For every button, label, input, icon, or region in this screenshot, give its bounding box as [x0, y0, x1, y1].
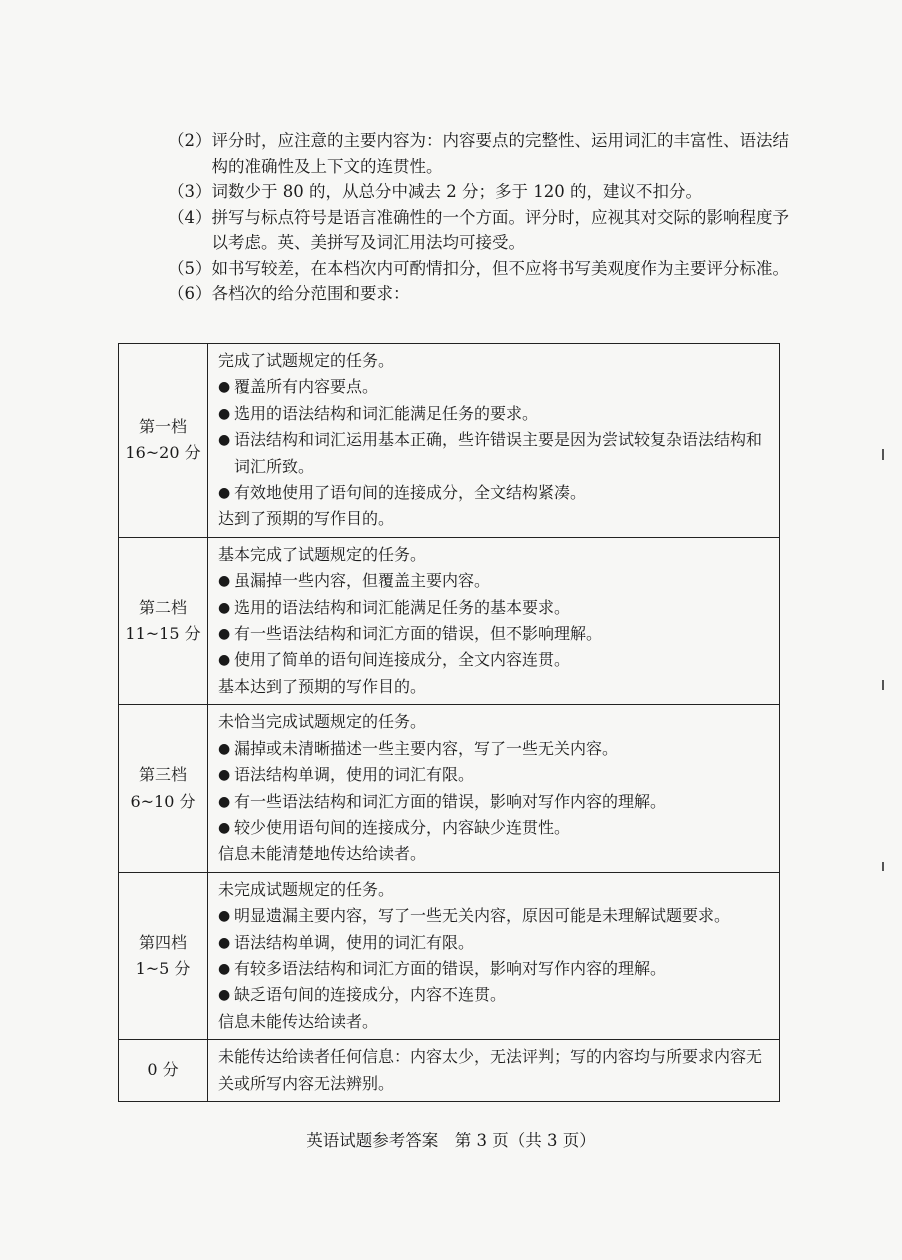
note-number: （6）	[168, 284, 212, 303]
bullet-item	[218, 374, 771, 400]
note-number: （3）	[168, 182, 212, 201]
note-number: （4）	[168, 207, 212, 227]
bullet-text: 较少使用语句间的连接成分，内容缺少连贯性。	[234, 817, 571, 837]
bullet-icon: ●	[218, 960, 231, 977]
bullet-item	[218, 982, 771, 1008]
level-intro: 完成了试题规定的任务。	[218, 351, 395, 370]
level-score: 11~15 分	[125, 624, 201, 644]
bullet-text: 虽漏掉一些内容，但覆盖主要内容。	[234, 571, 491, 591]
level-score: 1~5 分	[135, 958, 191, 978]
bullet-item	[218, 595, 771, 621]
level-row	[119, 537, 780, 704]
bullet-text: 语法结构和词汇运用基本正确，些许错误主要是因为尝试较复杂语法结构和词汇所致。	[234, 430, 763, 476]
bullet-icon: ●	[218, 908, 231, 925]
level-cell	[119, 705, 208, 872]
level-description	[208, 872, 780, 1039]
scoring-notes	[168, 128, 796, 307]
bullet-icon: ●	[218, 599, 231, 616]
bullet-text: 语法结构单调，使用的词汇有限。	[234, 765, 475, 785]
bullet-text: 缺乏语句间的连接成分，内容不连贯。	[234, 985, 507, 1005]
bullet-text: 有较多语法结构和词汇方面的错误，影响对写作内容的理解。	[234, 958, 667, 978]
bullet-icon: ●	[218, 626, 231, 643]
grading-table-body	[119, 344, 780, 1102]
level-cell	[119, 872, 208, 1039]
bullet-icon: ●	[218, 740, 231, 757]
level-name: 第二档	[138, 597, 187, 617]
bullet-item	[218, 956, 771, 982]
note-item	[168, 256, 796, 282]
bullet-item	[218, 930, 771, 956]
level-intro: 未完成试题规定的任务。	[218, 879, 395, 899]
bullet-icon: ●	[218, 652, 231, 669]
zero-description: 未能传达给读者任何信息：内容太少，无法评判；写的内容均与所要求内容无关或所写内容无法辨别。	[208, 1040, 780, 1102]
note-text: 各档次的给分范围和要求：	[211, 284, 410, 303]
bullet-item	[218, 736, 771, 762]
bullet-icon: ●	[218, 987, 231, 1004]
scan-mark	[882, 862, 884, 871]
bullet-text: 选用的语法结构和词汇能满足任务的要求。	[234, 403, 539, 423]
bullet-icon: ●	[218, 767, 231, 784]
scan-mark	[882, 680, 884, 690]
bullet-item	[218, 647, 771, 673]
bullet-icon: ●	[218, 573, 231, 590]
bullet-text: 语法结构单调，使用的词汇有限。	[234, 932, 475, 952]
bullet-item	[218, 621, 771, 647]
bullet-item	[218, 568, 771, 594]
note-item	[168, 128, 796, 179]
bullet-text: 明显遗漏主要内容，写了一些无关内容，原因可能是未理解试题要求。	[234, 906, 731, 926]
bullet-text: 漏掉或未清晰描述一些主要内容，写了一些无关内容。	[234, 738, 619, 758]
bullet-icon: ●	[218, 819, 231, 836]
bullet-icon: ●	[218, 485, 231, 502]
level-intro: 基本完成了试题规定的任务。	[218, 544, 427, 564]
level-outro: 信息未能传达给读者。	[218, 1011, 379, 1031]
level-description	[208, 705, 780, 872]
note-item	[168, 179, 796, 205]
note-text: 如书写较差，在本档次内可酌情扣分，但不应将书写美观度作为主要评分标准。	[211, 258, 789, 278]
bullet-text: 覆盖所有内容要点。	[234, 377, 379, 397]
level-cell	[119, 344, 208, 538]
bullet-icon: ●	[218, 934, 231, 951]
grading-table	[118, 343, 780, 1102]
bullet-item	[218, 815, 771, 841]
bullet-icon: ●	[218, 405, 231, 422]
level-outro: 基本达到了预期的写作目的。	[218, 676, 427, 696]
note-text: 评分时，应注意的主要内容为：内容要点的完整性、运用词汇的丰富性、语法结构的准确性及上下文的连贯性。	[211, 131, 789, 176]
bullet-icon: ●	[218, 793, 231, 810]
bullet-item	[218, 427, 771, 480]
bullet-item	[218, 480, 771, 506]
level-name: 第四档	[138, 932, 187, 952]
level-row	[119, 705, 780, 872]
note-item	[168, 281, 796, 307]
bullet-text: 有效地使用了语句间的连接成分，全文结构紧凑。	[234, 483, 587, 503]
note-item	[168, 205, 796, 256]
level-row-zero	[119, 1040, 780, 1102]
bullet-icon: ●	[218, 432, 231, 449]
scan-mark	[882, 449, 884, 460]
level-description	[208, 344, 780, 538]
level-name: 第三档	[138, 765, 187, 785]
bullet-text: 使用了简单的语句间连接成分，全文内容连贯。	[234, 650, 571, 670]
level-score: 16~20 分	[125, 443, 201, 463]
note-text: 拼写与标点符号是语言准确性的一个方面。评分时，应视其对交际的影响程度予以考虑。英、美拼写及词汇用法均可接受。	[211, 207, 789, 252]
level-score: 6~10 分	[130, 791, 196, 811]
bullet-item	[218, 401, 771, 427]
level-outro: 信息未能清楚地传达给读者。	[218, 844, 427, 864]
level-description	[208, 537, 780, 704]
bullet-item	[218, 789, 771, 815]
note-number: （2）	[168, 131, 212, 150]
bullet-item	[218, 762, 771, 788]
bullet-item	[218, 903, 771, 929]
bullet-text: 选用的语法结构和词汇能满足任务的基本要求。	[234, 597, 571, 617]
bullet-icon: ●	[218, 379, 231, 396]
bullet-text: 有一些语法结构和词汇方面的错误，影响对写作内容的理解。	[234, 791, 667, 811]
level-cell	[119, 537, 208, 704]
bullet-text: 有一些语法结构和词汇方面的错误，但不影响理解。	[234, 624, 603, 644]
note-text: 词数少于 80 的，从总分中减去 2 分；多于 120 的，建议不扣分。	[211, 182, 702, 201]
page-footer: 英语试题参考答案 第 3 页（共 3 页）	[306, 1131, 596, 1150]
level-name: 第一档	[138, 417, 187, 437]
note-number: （5）	[168, 258, 212, 278]
level-row	[119, 872, 780, 1039]
level-row	[119, 344, 780, 538]
level-intro: 未恰当完成试题规定的任务。	[218, 712, 427, 732]
zero-score: 0 分	[119, 1040, 208, 1102]
level-outro: 达到了预期的写作目的。	[218, 509, 395, 529]
